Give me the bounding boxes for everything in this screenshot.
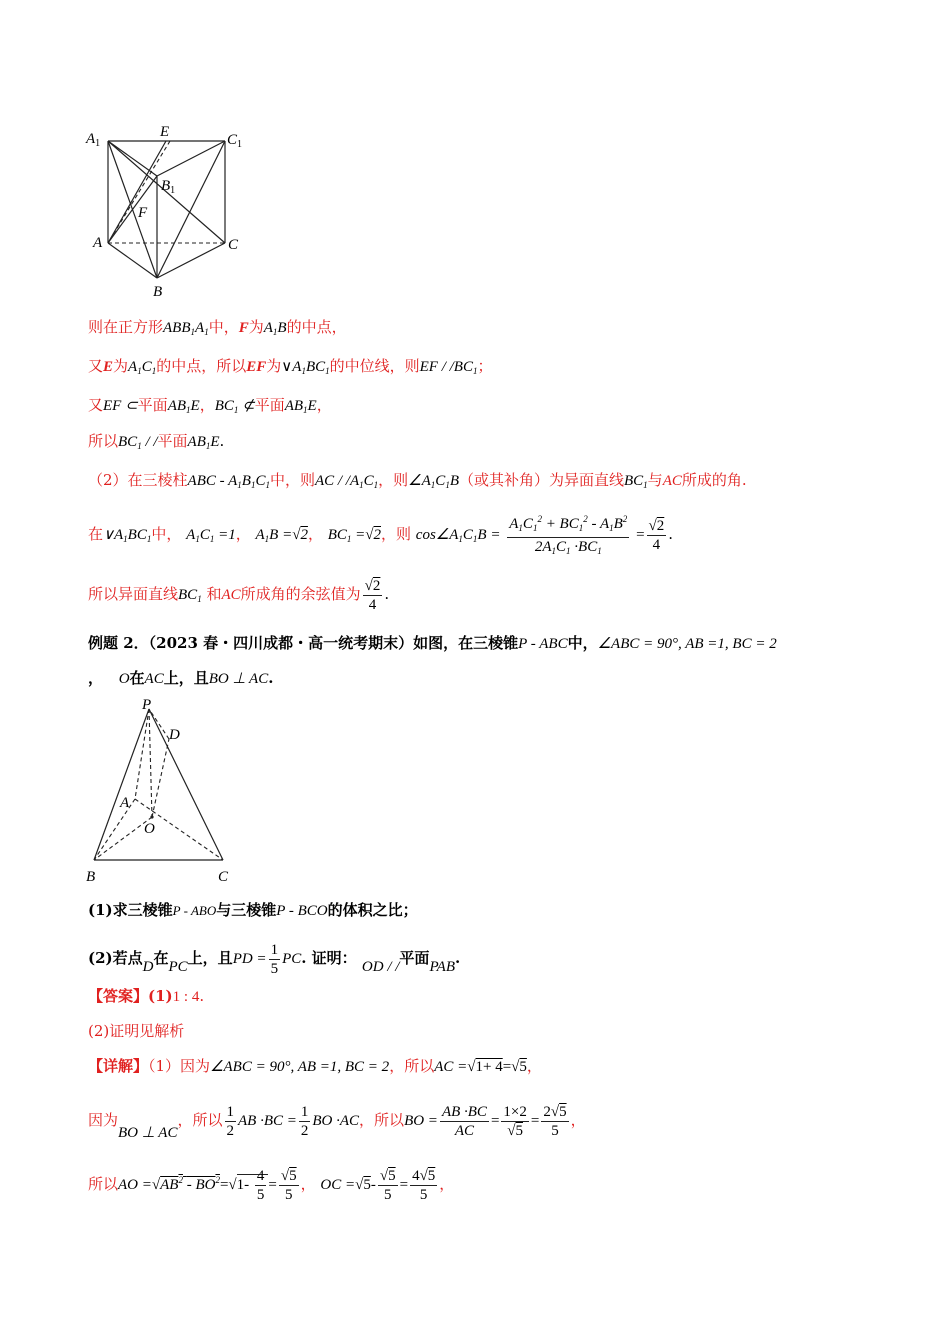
label-A2: A — [120, 795, 130, 811]
label-D: D — [169, 727, 180, 743]
label-P: P — [142, 697, 152, 713]
label-A1: $A_1$ — [86, 131, 101, 149]
label-B: B — [153, 284, 163, 300]
label-O: O — [144, 821, 155, 837]
example2-line2: ， O在AC上，且BO ⊥ AC. — [88, 669, 274, 687]
label-E: E — [160, 124, 170, 140]
sol1-line3: 又EF ⊂平面$AB_1E$，$BC_1$ ⊄平面$AB_1E$， — [88, 396, 332, 415]
question-1: (1)求三棱锥P - ABO与三棱锥P - BCO的体积之比； — [88, 901, 418, 919]
prism-figure — [80, 118, 260, 308]
sol1-line4: 所以$BC_1$ / /平面$AB_1E$. — [88, 432, 225, 451]
pyramid-figure — [80, 695, 250, 890]
label-B2: B — [86, 869, 96, 885]
label-C: C — [228, 237, 239, 253]
sol1-line7: 所以异面直线$BC_1$ 和AC所成角的余弦值为 $\frac{√2}{4}$ . — [88, 577, 390, 613]
detail-line3: 所以AO $=√AB^2 - BO^2=√1-$ $\frac{4}{5}$ = $\frac{√5}{5}$ ， OC =√5- $\frac{√5}{5}$ = $\frac{4√5}{5}$ ， — [88, 1167, 455, 1204]
detail-line1: 【详解】（1）因为∠ABC = 90°, AB =1, BC = 2，所以AC =√1+ 4=√5， — [88, 1057, 542, 1075]
label-C1: $C_1$ — [227, 132, 243, 150]
label-B1: $B_1$ — [161, 178, 176, 196]
label-C2: C — [218, 869, 229, 885]
detail-line2: 因为BO ⊥ AC，所以 $\frac{1}{2}$ AB ·BC = $\frac{1}{2}$ BO ·AC，所以BO = $\frac{AB \cdot BC}{AC}$ = $\frac{1\times 2}{√5}$ = $\frac{2√5}{5}$ ， — [88, 1103, 586, 1141]
sol1-line6: 在$\vee A_1BC_1$中， $A_1C_1 =1$， $A_1B =√2$， $BC_1 =√2$，则 $\cos\angle A_1C_1B$ = $\frac{A_1C_1^2 + BC_1^2 - A_1B^2}{2A_1C_1 \cdot BC_1}$ = $\frac{√2}{4}$ . — [88, 510, 673, 554]
question-2: (2)若点D在PC上，且PD = $\frac{1}{5}$ PC. 证明： OD / /平面PAB. — [88, 941, 461, 977]
sol1-line2: 又E为$A_1C_1$的中点，所以EF为$\vee A_1BC_1$的中位线，则EF / $/BC_1$； — [88, 357, 493, 376]
example2-title: 例题 2．（2023 春・四川成都・高一统考期末）如图，在三棱锥P - ABC中，∠ABC = 90°, AB =1, BC = 2 — [88, 634, 777, 652]
sol1-line1: 则在正方形$ABB_1A_1$中，F为$A_1B$的中点， — [88, 318, 347, 337]
answer-line1: 【答案】(1)1 : 4. — [88, 987, 205, 1005]
answer-line2: (2)证明见解析 — [88, 1022, 185, 1040]
sol1-line5: （2）在三棱柱ABC - $A_1B_1C_1$中，则AC / $/A_1C_1$，则$\angle A_1C_1B$（或其补角）为异面直线$BC_1$与AC所成的角. — [88, 471, 747, 490]
label-F: F — [138, 205, 148, 221]
label-A: A — [93, 235, 103, 251]
